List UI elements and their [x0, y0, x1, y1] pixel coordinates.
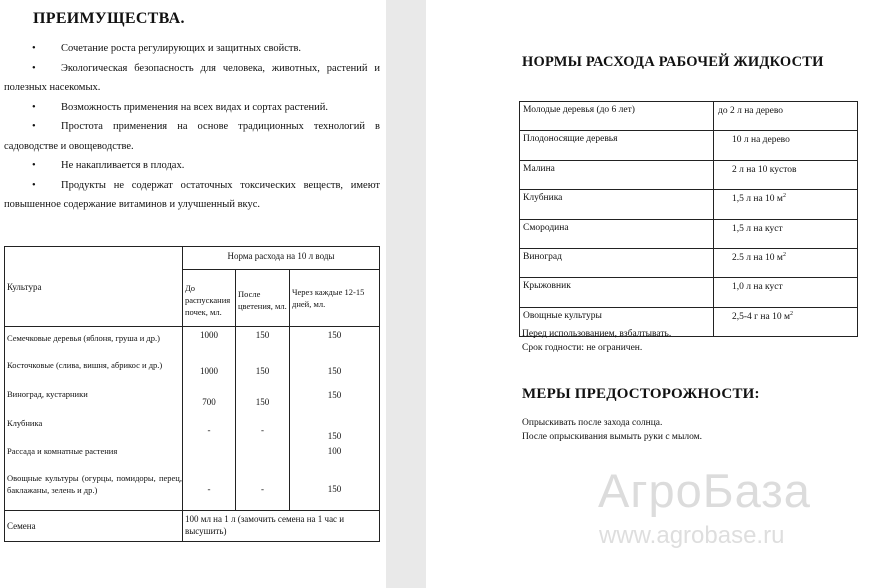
watermark-logo: АгроБаза	[598, 464, 811, 517]
before-bud-cell	[183, 327, 236, 511]
bullet-icon: •	[32, 160, 36, 172]
list-item	[4, 59, 380, 79]
bullet-text: полезных насекомых.	[4, 82, 101, 94]
rate-value: до 2 л на дерево	[714, 102, 858, 131]
table-row	[520, 248, 858, 277]
rate-culture: Клубника	[520, 190, 714, 219]
list-item-continuation	[4, 137, 380, 157]
table-row	[520, 160, 858, 189]
after-bloom-header: После цветения, мл.	[236, 270, 290, 327]
rate-value: 1,0 л на куст	[714, 278, 858, 307]
bullet-text: Продукты не содержат остаточных токсических веществ, имеют	[61, 179, 380, 191]
list-item	[4, 176, 380, 196]
shelf-life-note: Срок годности: не ограничен.	[522, 343, 643, 353]
bullet-text: Возможность применения на всех видах и сортах растений.	[61, 101, 328, 113]
seeds-label: Семена	[5, 511, 183, 542]
table-row-culture: Клубника	[7, 418, 43, 428]
table-row	[520, 219, 858, 248]
rates-heading: НОРМЫ РАСХОДА РАБОЧЕЙ ЖИДКОСТИ	[522, 54, 824, 70]
value: 150	[255, 397, 270, 407]
value: 150	[327, 431, 342, 441]
shake-note: Перед использованием, взбалтывать.	[522, 329, 672, 339]
table-row	[520, 190, 858, 219]
left-page	[0, 0, 386, 588]
rate-value: 2.5 л на 10 $м^2$	[714, 248, 858, 277]
list-item	[4, 117, 380, 137]
value: 1000	[200, 366, 218, 376]
safety-note: Опрыскивать после захода солнца.	[522, 418, 663, 428]
table-row	[520, 102, 858, 131]
table-row-culture: Косточковые (слива, вишня, абрикос и др.)	[7, 360, 163, 370]
bullet-text: Экологическая безопасность для человека, животных, растений и	[61, 62, 380, 74]
list-item	[4, 156, 380, 176]
table-row-culture: Виноград, кустарники	[7, 389, 88, 399]
value: 1000	[200, 330, 218, 340]
safety-heading: МЕРЫ ПРЕДОСТОРОЖНОСТИ:	[522, 386, 760, 402]
rate-value: 2,5-4 г на 10 $м^2$	[714, 307, 858, 336]
after-bloom-cell	[236, 327, 290, 511]
bullet-icon: •	[32, 179, 36, 191]
rate-value: 1,5 л на куст	[714, 219, 858, 248]
table-row	[520, 278, 858, 307]
page-gutter	[386, 0, 426, 588]
list-item-continuation	[4, 78, 380, 98]
value: 150	[327, 484, 342, 494]
culture-cell	[5, 327, 183, 511]
rate-culture: Овощные культуры	[520, 307, 714, 336]
list-item-continuation	[4, 195, 380, 215]
bullet-icon: •	[32, 43, 36, 55]
value: 150	[327, 390, 342, 400]
bullet-text: Простота применения на основе традиционных технологий в	[61, 121, 380, 133]
bullet-text: Сочетание роста регулирующих и защитных свойств.	[61, 43, 302, 55]
value: -	[261, 425, 264, 435]
table-row	[520, 131, 858, 160]
every-12-15-days-header: Через каждые 12-15 дней, мл.	[290, 270, 380, 327]
bullet-text: садоводстве и овощеводстве.	[4, 140, 134, 152]
value: 150	[255, 366, 270, 376]
bullet-icon: •	[32, 101, 36, 113]
rate-value: 2 л на 10 кустов	[714, 160, 858, 189]
every-12-15-days-cell	[290, 327, 380, 511]
value: -	[207, 484, 211, 494]
list-item	[4, 39, 380, 59]
dosage-group-header: Норма расхода на 10 л воды	[183, 247, 380, 270]
table-row-culture: Овощные культуры (огурцы, помидоры, перец, баклажаны, зелень и др.)	[7, 473, 182, 495]
seeds-value: 100 мл на 1 л (замочить семена на 1 час и высушить)	[183, 511, 380, 542]
value: -	[207, 425, 211, 435]
watermark-url: www.agrobase.ru	[599, 522, 785, 549]
dosage-table	[4, 246, 380, 542]
rates-table	[519, 101, 858, 337]
table-row-culture: Рассада и комнатные растения	[7, 446, 118, 456]
value: 150	[327, 330, 342, 340]
value: -	[261, 484, 264, 494]
advantages-heading: ПРЕИМУЩЕСТВА.	[33, 10, 185, 27]
rate-value: 1,5 л на 10 $м^2$	[714, 190, 858, 219]
value: 150	[255, 330, 270, 340]
bullet-text: Не накапливается в плодах.	[61, 160, 185, 172]
rate-culture: Смородина	[520, 219, 714, 248]
rate-culture: Виноград	[520, 248, 714, 277]
bullet-icon: •	[32, 121, 36, 133]
list-item	[4, 98, 380, 118]
before-bud-header: До распускания почек, мл.	[183, 270, 236, 327]
rate-culture: Крыжовник	[520, 278, 714, 307]
rate-value: 10 л на дерево	[714, 131, 858, 160]
value: 100	[327, 446, 342, 456]
value: 700	[202, 397, 216, 407]
culture-column-header: Культура	[5, 247, 183, 327]
rate-culture: Малина	[520, 160, 714, 189]
rate-culture: Плодоносящие деревья	[520, 131, 714, 160]
bullet-text: повышенное содержание витаминов и улучшенный вкус.	[4, 199, 261, 211]
rate-culture: Молодые деревья (до 6 лет)	[520, 102, 714, 131]
safety-note: После опрыскивания вымыть руки с мылом.	[522, 432, 703, 442]
bullet-icon: •	[32, 62, 36, 74]
value: 150	[327, 366, 342, 376]
advantages-list	[4, 39, 380, 215]
table-row-culture: Семечковые деревья (яблоня, груша и др.)	[7, 333, 160, 343]
right-page	[426, 0, 870, 588]
